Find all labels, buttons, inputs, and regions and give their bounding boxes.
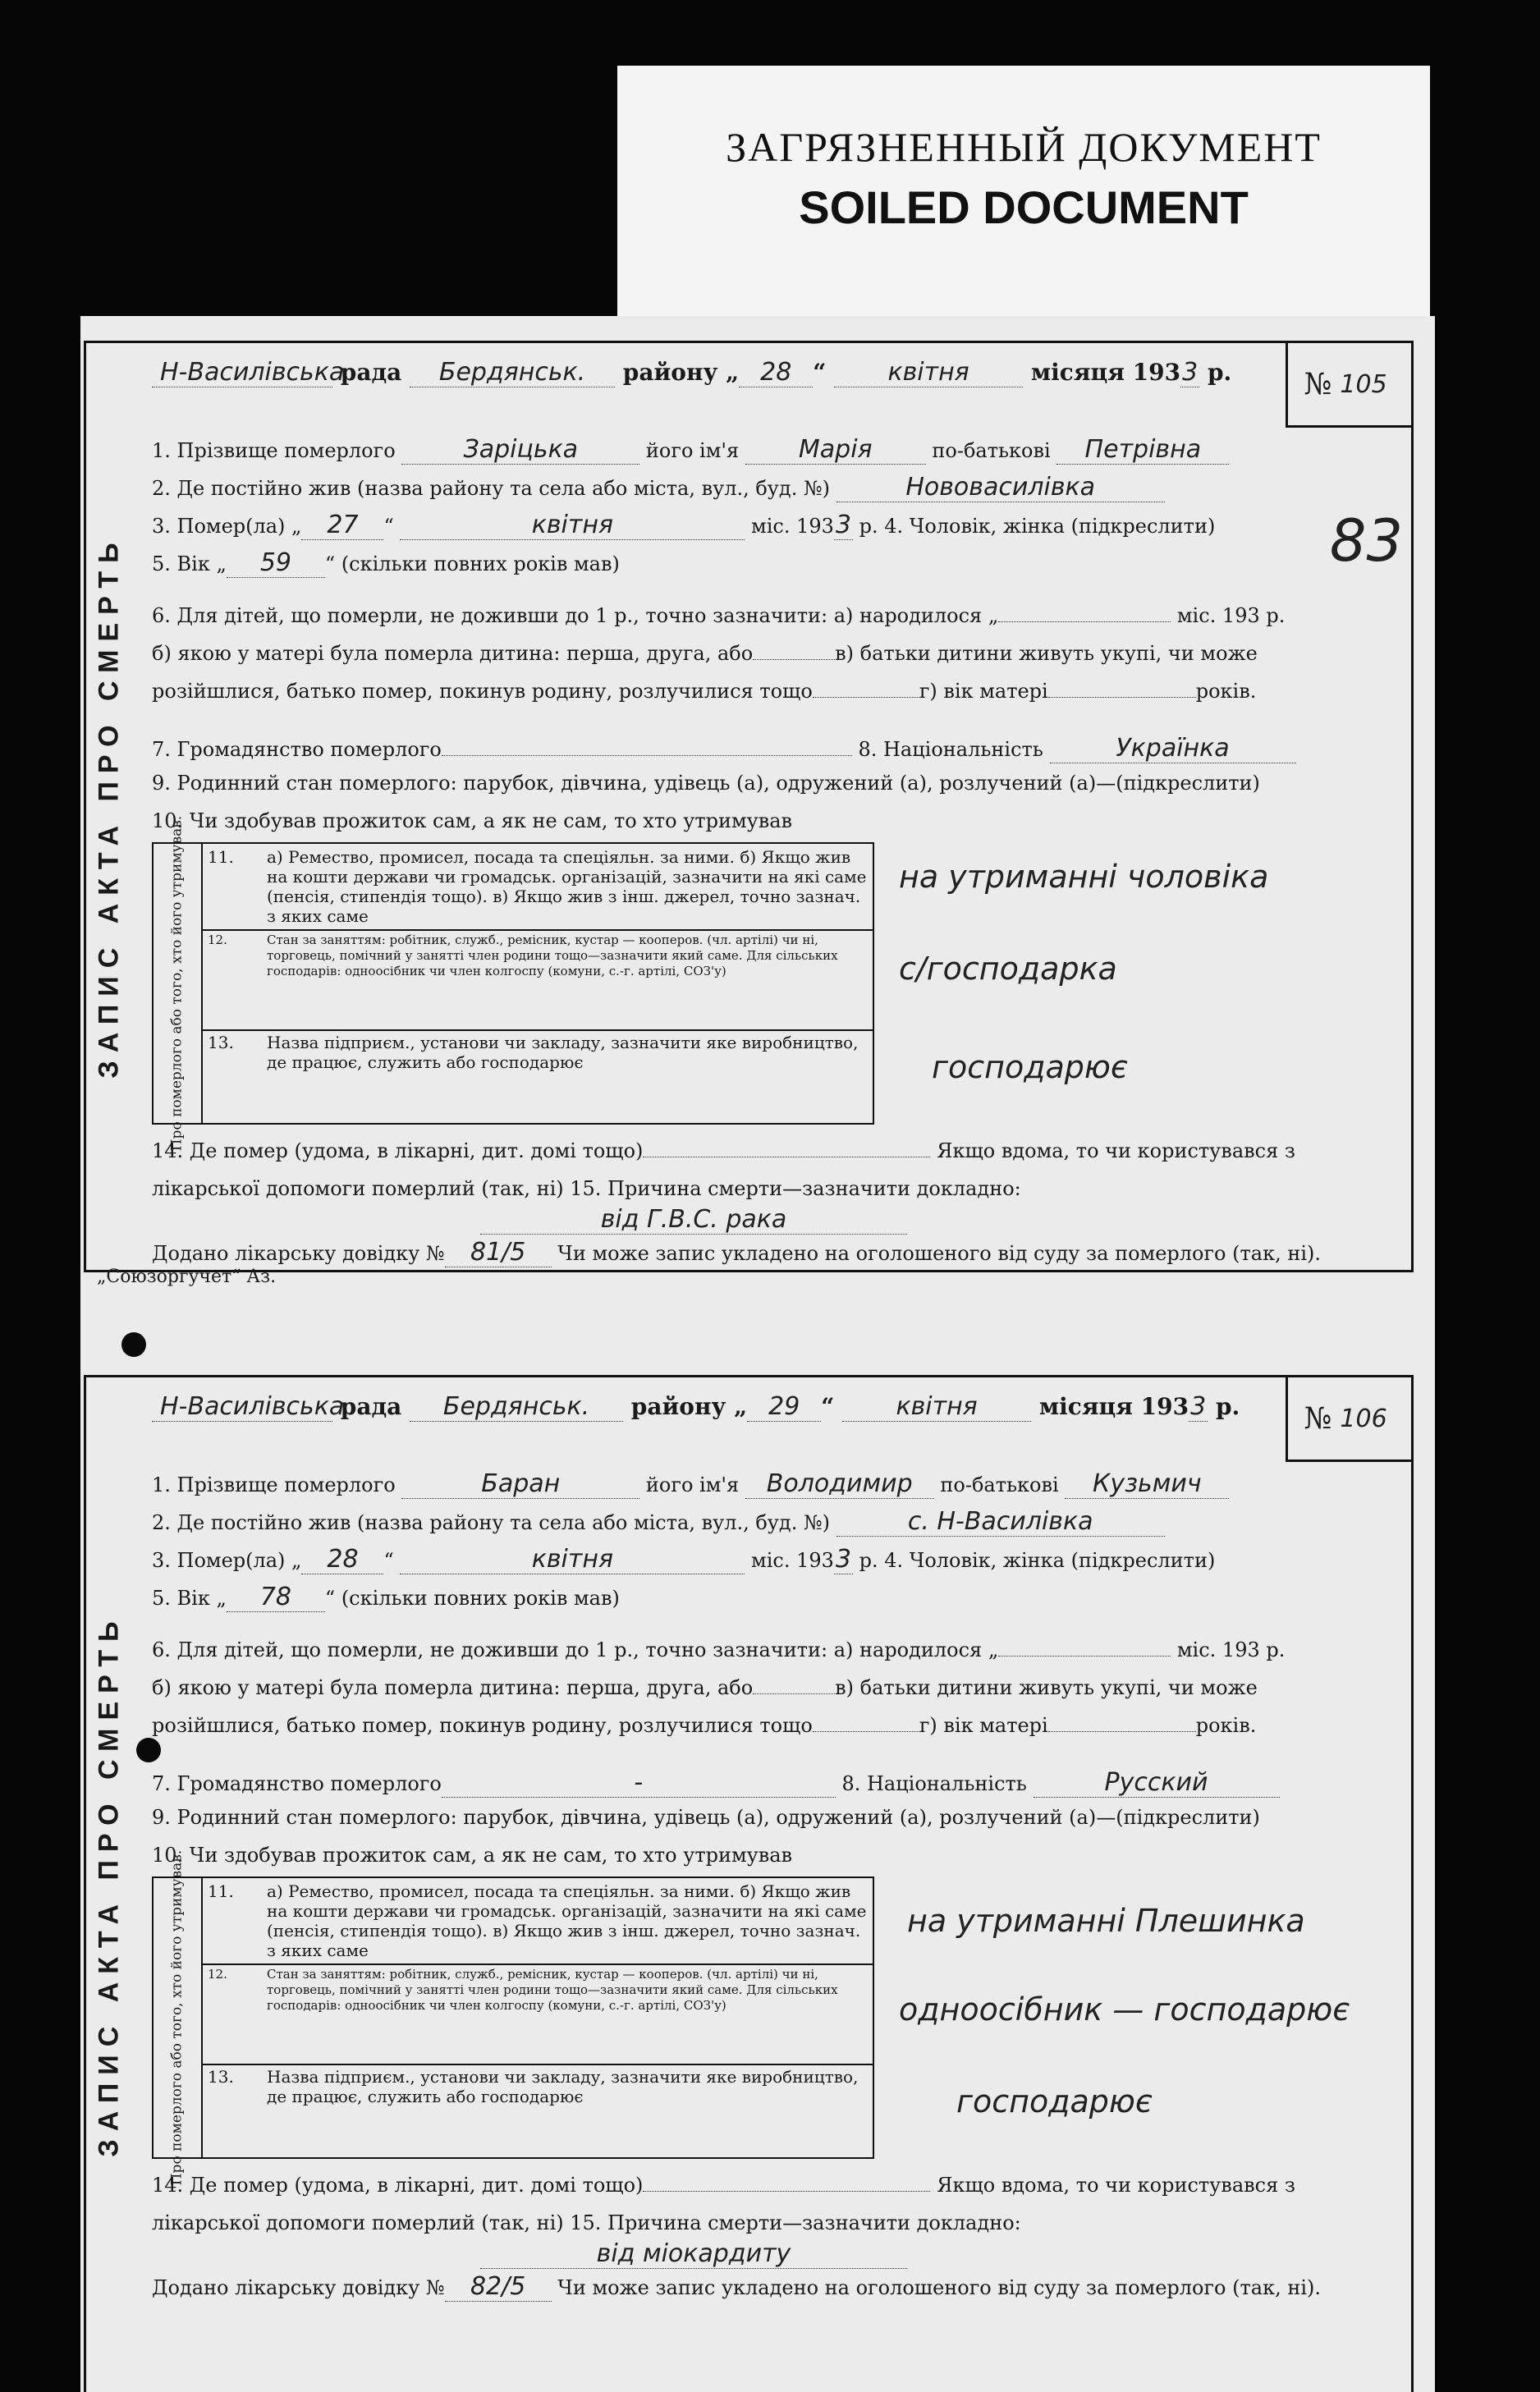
label-russian: ЗАГРЯЗНЕННЫЙ ДОКУМЕНТ [726,124,1322,170]
q12: 12. Стан за заняттям: робітник, служб., ремісник, кустар — кооперов. (чл. артілі) чи ні, торговець, помічний у занятті член родини тощо—зазначити який саме. Для сільських господарів: одноосібник чи член колгоспу (комуни, с.-г. артілі, СОЗ'у) [203,1964,873,2065]
death-month: квітня [400,1545,745,1574]
occupation-block: Про померлого або того, хто його утримував. 11. а) Ремество, промисел, посада та спеціяльн. за ними. б) Якщо жив на кошти держави чи громадськ. організацій, зазначити на які саме (пенсія, стипендія тощо). в) Якщо жив з інш. джерел, точно зазнач. з яких саме 12. Стан за заняттям: робітник, служб., ремісник, кустар — кооперов. (чл. артілі) чи ні, торговець, помічний у занятті член родини тощо—зазначити який саме. Для сільських господарів: одноосібник чи член колгоспу (комуни, с.-г. артілі, СОЗ'у) 13. Назва підприєм., установи чи закладу, зазначити яке виробництво, де працює, служить або господарює [152,842,874,1125]
q9-marital: 9. Родинний стан померлого: парубок, дівчина, удівець (а), одружений (а), розлучений (а)—(підкреслити) [152,772,1260,795]
q11: 11. а) Ремество, промисел, посада та спеціяльн. за ними. б) Якщо жив на кошти держави чи громадськ. організацій, зазначити на які саме (пенсія, стипендія тощо). в) Якщо жив з інш. джерел, точно зазнач. з яких саме [203,1878,873,1965]
certificate-number: 81/5 [445,1238,552,1267]
q1-name: 1. Прізвище померлого Заріцька його ім'я Марія по-батькові Петрівна [152,435,1403,465]
header-line: Н-Василівська рада Бердянськ. району „ 29 “ квітня місяця 1933 р. [152,1392,1403,1422]
reg-year-digit: 3 [1190,1392,1207,1421]
q7-q8: 7. Громадянство померлого 8. Національність Українка [152,734,1403,763]
q6b: б) якою у матері була померла дитина: перша, друга, або в) батьки дитини живуть укупі, чи може [152,642,1258,665]
age: 78 [227,1583,325,1612]
q11: 11. а) Ремество, промисел, посада та спеціяльн. за ними. б) Якщо жив на кошти держави чи громадськ. організацій, зазначити на які саме (пенсія, стипендія тощо). в) Якщо жив з інш. джерел, точно зазнач. з яких саме [203,844,873,931]
death-day: 28 [301,1545,383,1574]
first-name: Володимир [745,1469,934,1499]
cause-line [152,2239,1403,2269]
q2-residence: 2. Де постійно жив (назва району та села або міста, вул., буд. №) Нововасилівка [152,473,1403,502]
patronymic: Петрівна [1056,435,1229,465]
reg-month: квітня [842,1392,1031,1422]
soiled-document-label [617,66,1430,345]
q10-support: 10. Чи здобував прожиток сам, а як не сам, то хто утримував [152,1844,793,1867]
patronymic: Кузьмич [1065,1469,1229,1499]
residence: с. Н-Василівка [836,1507,1165,1537]
cause-of-death: від Г.В.С. рака [480,1205,907,1235]
citizenship: - [442,1768,836,1798]
margin-note: 83 [1329,507,1403,575]
nationality: Українка [1050,734,1296,763]
death-month: квітня [400,511,745,540]
q5-age: 5. Вік „ 59 “ (скільки повних років мав) [152,548,620,577]
cause-of-death: від міокардиту [480,2239,907,2269]
q6c: розійшлися, батько помер, покинув родину, розлучилися тощо г) вік матері років. [152,1714,1257,1737]
village-council: Н-Василівська [152,358,332,387]
answer-support: на утриманні чоловіка [899,859,1269,895]
surname: Заріцька [401,435,639,465]
district: Бердянськ. [410,1392,623,1422]
q15: лікарської допомоги померлий (так, ні) 15. Причина смерти—зазначити докладно: [152,2211,1021,2234]
printer-mark: „Союзоргучет“ Аз. [97,1267,277,1287]
q2-residence: 2. Де постійно жив (назва району та села або міста, вул., буд. №) с. Н-Василівка [152,1507,1403,1537]
q15: лікарської допомоги померлий (так, ні) 15. Причина смерти—зазначити докладно: [152,1177,1021,1200]
q6c: розійшлися, батько помер, покинув родину, розлучилися тощо г) вік матері років. [152,680,1257,703]
age: 59 [227,548,325,578]
q6b: б) якою у матері була померла дитина: перша, друга, або в) батьки дитини живуть укупі, чи може [152,1676,1258,1699]
cause-line [152,1205,1403,1235]
residence: Нововасилівка [836,473,1165,502]
nationality: Русский [1034,1768,1280,1798]
reg-day: 29 [747,1392,821,1422]
district: Бердянськ. [410,358,615,387]
occupation-block: Про померлого або того, хто його утримував. 11. а) Ремество, промисел, посада та спеціяльн. за ними. б) Якщо жив на кошти держави чи громадськ. організацій, зазначити на які саме (пенсія, стипендія тощо). в) Якщо жив з інш. джерел, точно зазнач. з яких саме 12. Стан за заняттям: робітник, служб., ремісник, кустар — кооперов. (чл. артілі) чи ні, торговець, помічний у занятті член родини тощо—зазначити який саме. Для сільських господарів: одноосібник чи член колгоспу (комуни, с.-г. артілі, СОЗ'у) 13. Назва підприєм., установи чи закладу, зазначити яке виробництво, де працює, служить або господарює [152,1876,874,2159]
label-english: SOILED DOCUMENT [799,181,1249,233]
q3-death-date: 3. Помер(ла) „ 28 “ квітня міс. 1933 р. 4. Чоловік, жінка (підкреслити) [152,1545,1216,1574]
record-number: № 106 [1286,1377,1411,1462]
reg-year-digit: 3 [1182,358,1199,387]
answer-support: на утриманні Плешинка [907,1903,1305,1939]
death-record-form-1 [84,341,1414,1272]
answer-workplace: господарює [956,2083,1153,2119]
death-day: 27 [301,511,383,540]
first-name: Марія [745,435,926,465]
q13: 13. Назва підприєм., установи чи закладу, зазначити яке виробництво, де працює, служить або господарює [208,1033,859,1072]
form-side-title: ЗАПИС АКТА ПРО СМЕРТЬ [93,1612,125,2157]
header-line: Н-Василівська рада Бердянськ. району „ 28 “ квітня місяця 1933 р. [152,358,1403,387]
form-side-title: ЗАПИС АКТА ПРО СМЕРТЬ [93,534,125,1079]
certificate-number: 82/5 [445,2272,552,2302]
answer-occupation: с/господарка [899,951,1117,987]
q12: 12. Стан за заняттям: робітник, служб., ремісник, кустар — кооперов. (чл. артілі) чи ні, торговець, помічний у занятті член родини тощо—зазначити який саме. Для сільських господарів: одноосібник чи член колгоспу (комуни, с.-г. артілі, СОЗ'у) [203,929,873,1031]
q9-marital: 9. Родинний стан померлого: парубок, дівчина, удівець (а), одружений (а), розлучений (а)—(підкреслити) [152,1806,1260,1829]
q7-q8: 7. Громадянство померлого - 8. Національність Русский [152,1768,1403,1798]
q1-name: 1. Прізвище померлого Баран його ім'я Володимир по-батькові Кузьмич [152,1469,1403,1499]
document-sheet [80,316,1435,2392]
q14: 14. Де помер (удома, в лікарні, дит. домі тощо) Якщо вдома, то чи користувався з [152,2174,1295,2197]
village-council: Н-Василівська [152,1392,332,1422]
q3-death-date: 3. Помер(ла) „ 27 “ квітня міс. 1933 р. 4. Чоловік, жінка (підкреслити) [152,511,1216,539]
answer-occupation: одноосібник — господарює [899,1991,1350,2028]
q16: Додано лікарську довідку № 81/5 Чи може запис укладено на оголошеного від суду за померлого (так, ні). [152,1238,1321,1267]
q14: 14. Де помер (удома, в лікарні, дит. домі тощо) Якщо вдома, то чи користувався з [152,1139,1295,1162]
death-record-form-2 [84,1375,1414,2392]
q6a: 6. Для дітей, що померли, не доживши до 1 р., точно зазначити: а) народилося „ міс. 193 р. [152,1638,1286,1661]
surname: Баран [401,1469,639,1499]
punch-hole [121,1332,146,1357]
answer-workplace: господарює [932,1049,1128,1085]
death-year-digit: 3 [835,511,851,539]
q13: 13. Назва підприєм., установи чи закладу, зазначити яке виробництво, де працює, служить або господарює [208,2067,859,2106]
q16: Додано лікарську довідку № 82/5 Чи може запис укладено на оголошеного від суду за померлого (так, ні). [152,2272,1321,2301]
record-number: № 105 [1286,343,1411,428]
q5-age: 5. Вік „ 78 “ (скільки повних років мав) [152,1583,620,1611]
q6a: 6. Для дітей, що померли, не доживши до 1 р., точно зазначити: а) народилося „ міс. 193 р. [152,604,1286,627]
reg-day: 28 [739,358,813,387]
death-year-digit: 3 [835,1545,851,1574]
q10-support: 10. Чи здобував прожиток сам, а як не сам, то хто утримував [152,809,793,832]
reg-month: квітня [834,358,1023,387]
